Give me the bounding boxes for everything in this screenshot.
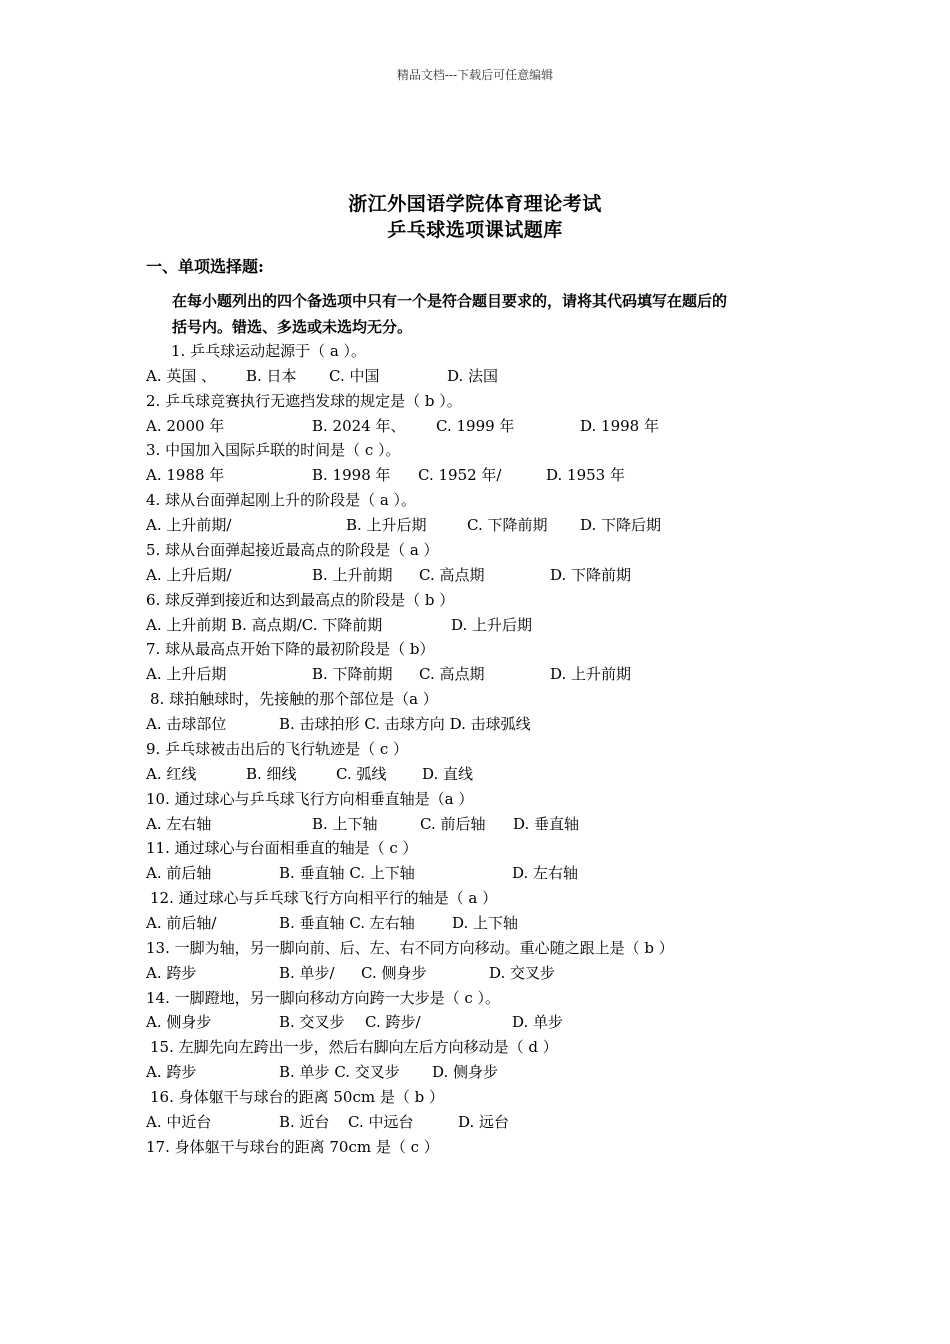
option-text: B. 2024 年、 — [312, 417, 406, 435]
question-text: 17. 身体躯干与球台的距离 70cm 是（ c ） — [146, 1138, 439, 1156]
options-row — [146, 514, 846, 536]
options-row — [146, 1011, 846, 1033]
options-row — [146, 1111, 846, 1133]
option-text: A. 击球部位 — [146, 715, 227, 733]
options-row — [146, 763, 846, 785]
question-text: 7. 球从最高点开始下降的最初阶段是（ b） — [146, 640, 435, 658]
option-text: D. 侧身步 — [432, 1063, 499, 1081]
instructions-line-2: 括号内。错选、多选或未选均无分。 — [172, 318, 413, 336]
options-row — [146, 663, 846, 685]
option-text: C. 前后轴 — [420, 815, 486, 833]
question-text: 15. 左脚先向左跨出一步，然后右脚向左后方向移动是（ d ） — [150, 1038, 558, 1056]
question-text: 2. 乒乓球竞赛执行无遮挡发球的规定是（ b ）。 — [146, 392, 462, 410]
option-text: C. 高点期 — [419, 566, 485, 584]
option-text: A. 跨步 — [146, 1063, 197, 1081]
options-row — [146, 564, 846, 586]
options-row — [146, 415, 846, 437]
option-text: D. 1998 年 — [580, 417, 659, 435]
option-text: A. 上升前期/ — [146, 516, 232, 534]
option-text: A. 前后轴/ — [146, 914, 217, 932]
options-row — [146, 464, 846, 486]
option-text: C. 中远台 — [348, 1113, 414, 1131]
question-text: 13. 一脚为轴，另一脚向前、后、左、右不同方向移动。重心随之跟上是（ b ） — [146, 939, 674, 957]
option-text: B. 日本 — [246, 367, 297, 385]
option-text: C. 下降前期 — [467, 516, 548, 534]
option-text: D. 上升前期 — [550, 665, 632, 683]
option-text: B. 1998 年 — [312, 466, 391, 484]
option-text: A. 前后轴 — [146, 864, 212, 882]
option-text: B. 单步/ — [279, 964, 335, 982]
option-text: A. 上升前期 B. 高点期/C. 下降前期 — [146, 616, 383, 634]
option-text: A. 2000 年 — [146, 417, 225, 435]
option-text: A. 英国 、 — [146, 367, 217, 385]
options-row — [146, 962, 846, 984]
option-text: C. 弧线 — [336, 765, 387, 783]
question-text: 8. 球拍触球时，先接触的那个部位是（a ） — [150, 690, 438, 708]
question-text: 11. 通过球心与台面相垂直的轴是（ c ） — [146, 839, 418, 857]
option-text: A. 上升后期/ — [146, 566, 232, 584]
option-text: A. 跨步 — [146, 964, 197, 982]
question-text: 10. 通过球心与乒乓球飞行方向相垂直轴是（a ） — [146, 790, 474, 808]
option-text: B. 交叉步 — [279, 1013, 345, 1031]
option-text: B. 近台 — [279, 1113, 330, 1131]
instructions-line-1: 在每小题列出的四个备选项中只有一个是符合题目要求的，请将其代码填写在题后的 — [172, 292, 728, 310]
option-text: C. 跨步/ — [365, 1013, 421, 1031]
question-text: 4. 球从台面弹起刚上升的阶段是（ a ）。 — [146, 491, 417, 509]
option-text: D. 垂直轴 — [513, 815, 580, 833]
option-text: A. 上升后期 — [146, 665, 227, 683]
option-text: B. 下降前期 — [312, 665, 393, 683]
option-text: D. 法国 — [447, 367, 499, 385]
option-text: B. 垂直轴 C. 左右轴 — [279, 914, 415, 932]
option-text: B. 上下轴 — [312, 815, 378, 833]
option-text: C. 侧身步 — [361, 964, 427, 982]
question-text: 3. 中国加入国际乒联的时间是（ c ）。 — [146, 441, 401, 459]
options-row — [146, 912, 846, 934]
options-row — [146, 614, 846, 636]
option-text: A. 红线 — [146, 765, 197, 783]
option-text: D. 单步 — [512, 1013, 564, 1031]
option-text: A. 左右轴 — [146, 815, 212, 833]
option-text: A. 1988 年 — [146, 466, 225, 484]
section-heading: 一、单项选择题: — [146, 257, 264, 276]
options-row — [146, 365, 846, 387]
option-text: D. 下降前期 — [550, 566, 632, 584]
option-text: C. 中国 — [329, 367, 380, 385]
question-text: 5. 球从台面弹起接近最高点的阶段是（ a ） — [146, 541, 439, 559]
option-text: D. 交叉步 — [489, 964, 556, 982]
option-text: D. 直线 — [422, 765, 474, 783]
option-text: D. 上下轴 — [452, 914, 519, 932]
option-text: C. 高点期 — [419, 665, 485, 683]
question-text: 1. 乒乓球运动起源于（ a ）。 — [171, 342, 367, 360]
option-text: B. 单步 C. 交叉步 — [279, 1063, 400, 1081]
option-text: D. 上升后期 — [451, 616, 533, 634]
options-row — [146, 713, 846, 735]
page-header: 精品文档---下载后可任意编辑 — [396, 68, 554, 82]
option-text: B. 垂直轴 C. 上下轴 — [279, 864, 415, 882]
option-text: B. 细线 — [246, 765, 297, 783]
option-text: D. 1953 年 — [546, 466, 625, 484]
option-text: B. 上升前期 — [312, 566, 393, 584]
options-row — [146, 813, 846, 835]
option-text: D. 下降后期 — [580, 516, 662, 534]
question-text: 6. 球反弹到接近和达到最高点的阶段是（ b ） — [146, 591, 455, 609]
option-text: C. 1952 年/ — [418, 466, 502, 484]
exam-title: 浙江外国语学院体育理论考试 — [348, 193, 602, 215]
question-text: 9. 乒乓球被击出后的飞行轨迹是（ c ） — [146, 740, 409, 758]
option-text: D. 左右轴 — [512, 864, 579, 882]
options-row — [146, 1061, 846, 1083]
option-text: A. 侧身步 — [146, 1013, 212, 1031]
question-text: 16. 身体躯干与球台的距离 50cm 是（ b ） — [150, 1088, 445, 1106]
option-text: C. 1999 年 — [436, 417, 515, 435]
option-text: D. 远台 — [458, 1113, 510, 1131]
question-text: 12. 通过球心与乒乓球飞行方向相平行的轴是（ a ） — [150, 889, 498, 907]
option-text: B. 击球拍形 C. 击球方向 D. 击球弧线 — [279, 715, 531, 733]
question-text: 14. 一脚蹬地，另一脚向移动方向跨一大步是（ c ）。 — [146, 989, 501, 1007]
options-row — [146, 862, 846, 884]
option-text: B. 上升后期 — [346, 516, 427, 534]
exam-subtitle: 乒乓球选项课试题库 — [387, 219, 563, 241]
option-text: A. 中近台 — [146, 1113, 212, 1131]
